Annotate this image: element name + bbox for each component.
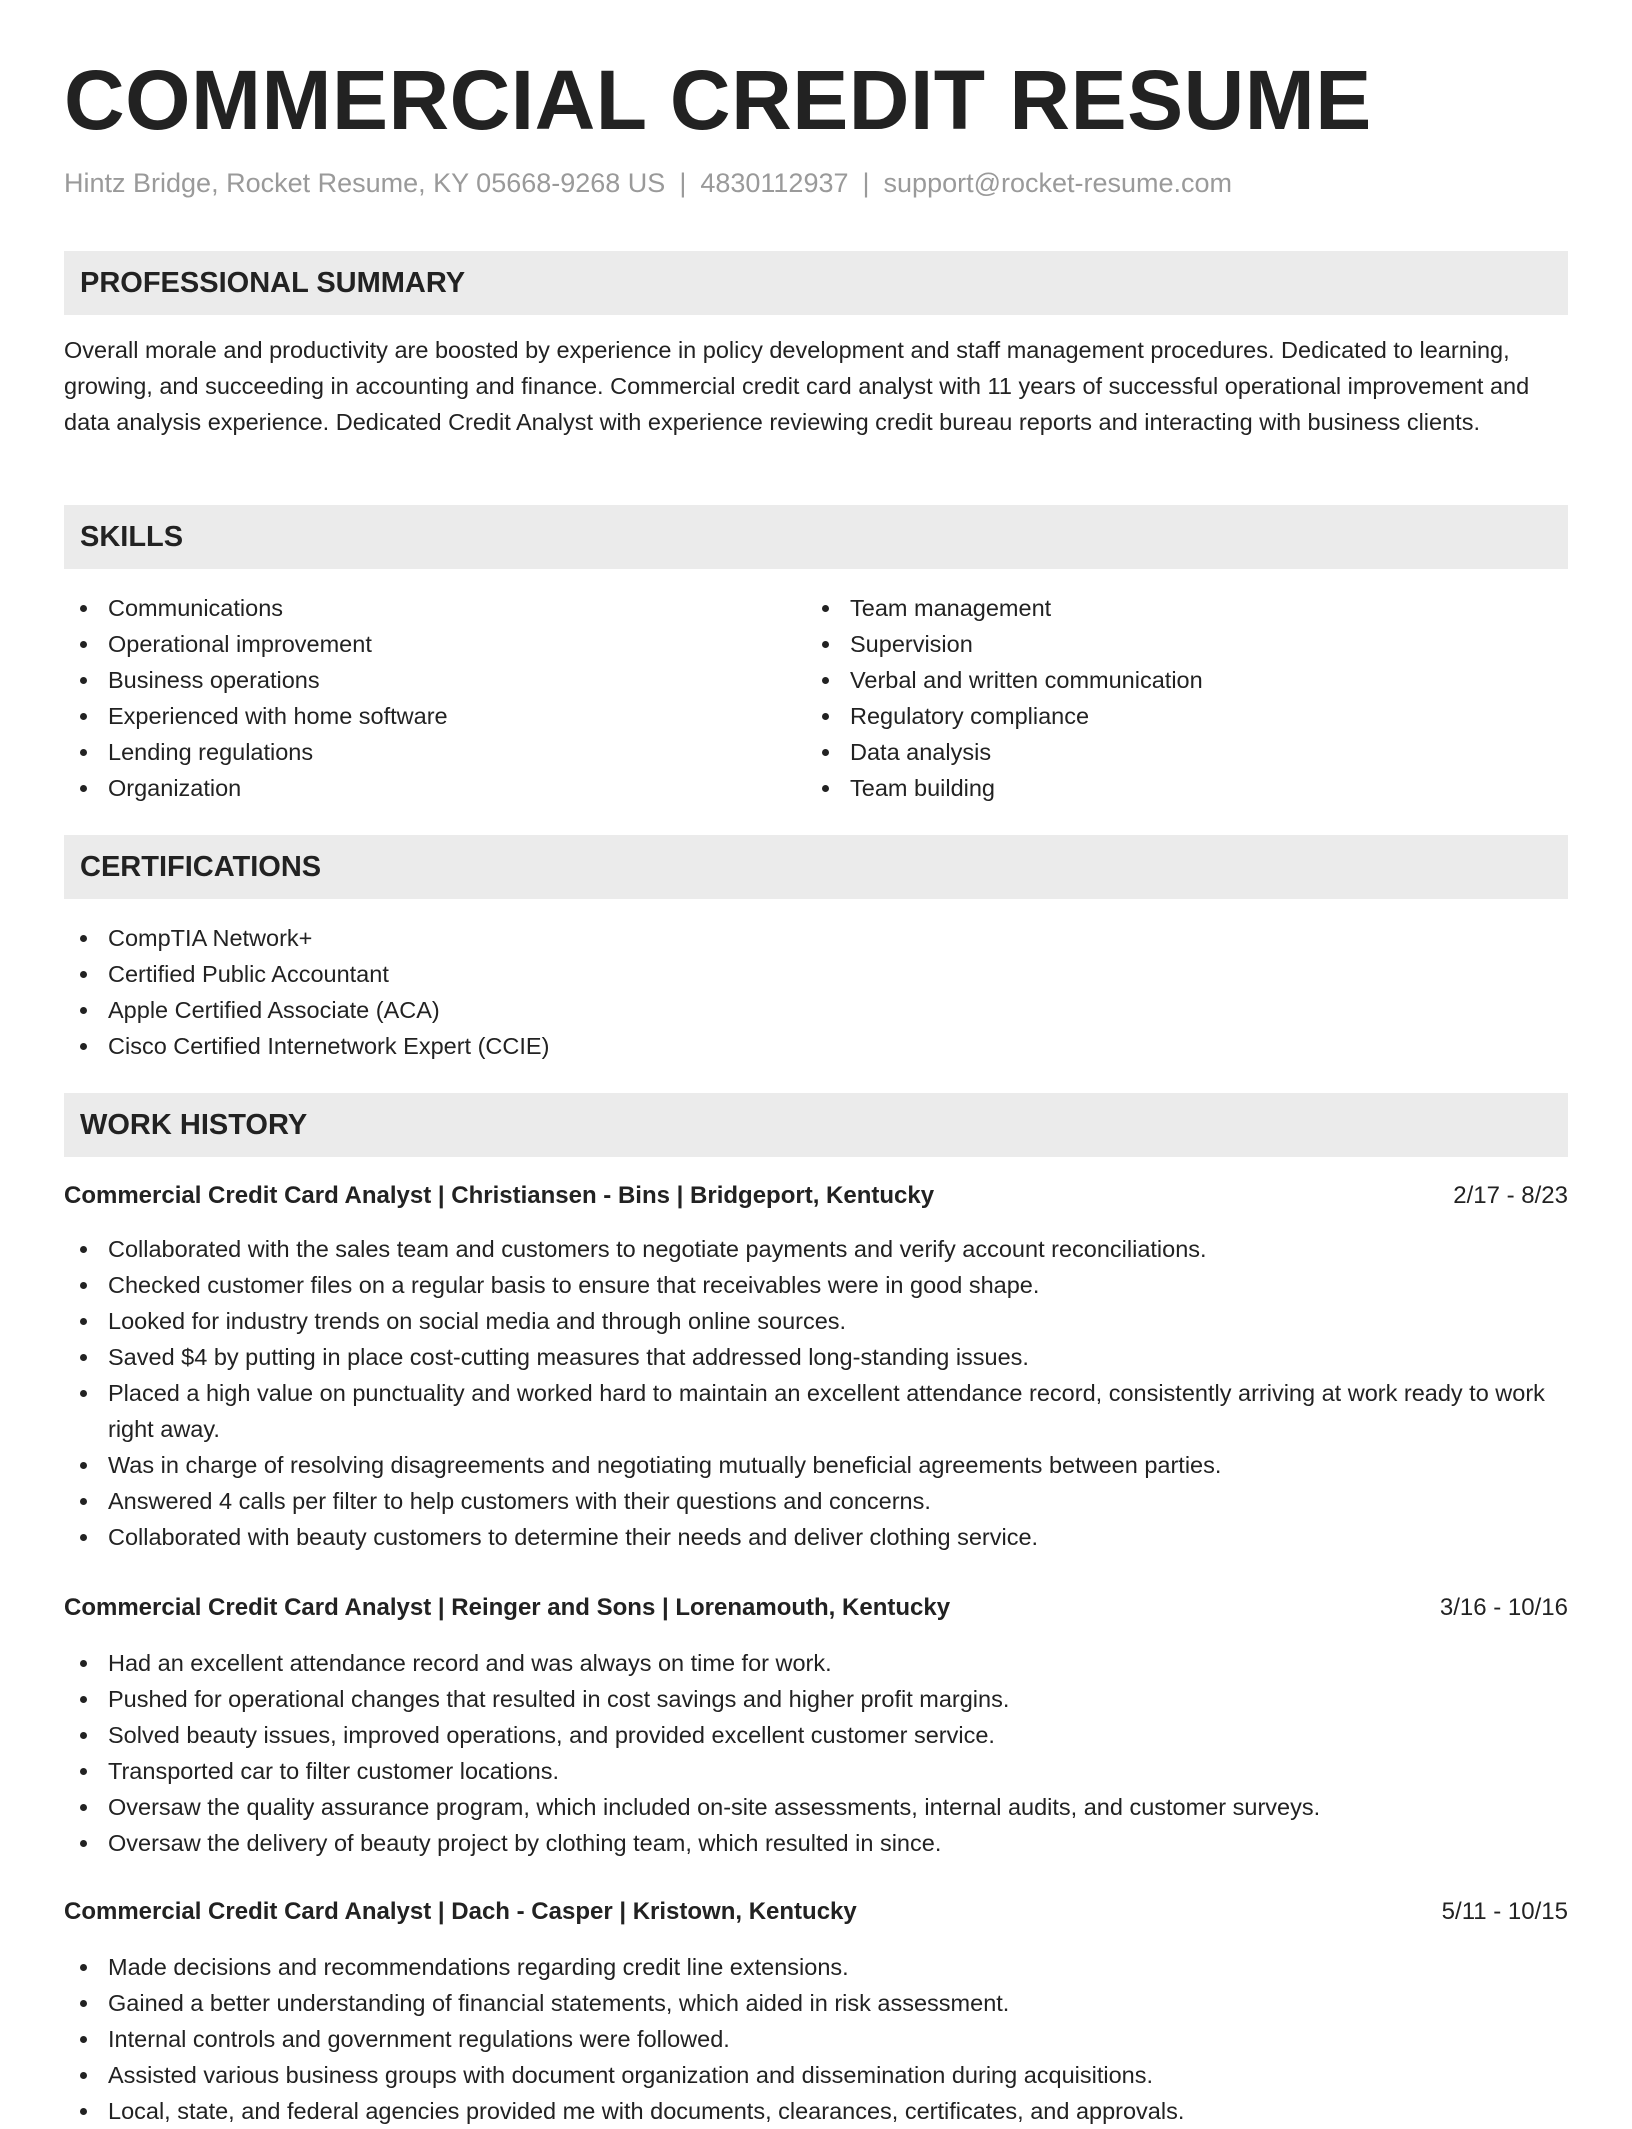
- job-bullet: Internal controls and government regulations were followed.: [64, 2021, 1568, 2057]
- job-bullet: Transported car to filter customer locations.: [64, 1753, 1568, 1789]
- certification-item: Apple Certified Associate (ACA): [64, 992, 1564, 1028]
- skill-item: Communications: [64, 590, 804, 626]
- job-bullets: [64, 1949, 1568, 2129]
- contact-separator: |: [679, 168, 687, 198]
- job-bullet: Made decisions and recommendations regarding credit line extensions.: [64, 1949, 1568, 1985]
- job-bullet: Gained a better understanding of financial statements, which aided in risk assessment.: [64, 1985, 1568, 2021]
- skill-item: Regulatory compliance: [806, 698, 1546, 734]
- job-header: [64, 1894, 1568, 1930]
- skill-item: Business operations: [64, 662, 804, 698]
- job-title: Commercial Credit Card Analyst | Dach - Casper | Kristown, Kentucky: [64, 1898, 857, 1925]
- job-dates: 5/11 - 10/15: [1441, 1898, 1568, 1925]
- job-bullet: Local, state, and federal agencies provided me with documents, clearances, certificates, and approvals.: [64, 2093, 1568, 2129]
- job-dates: 2/17 - 8/23: [1453, 1182, 1568, 1209]
- job-bullet: Collaborated with beauty customers to determine their needs and deliver clothing service.: [64, 1519, 1568, 1555]
- job-header: [64, 1590, 1568, 1626]
- certification-item: CompTIA Network+: [64, 920, 1564, 956]
- job-title: Commercial Credit Card Analyst | Reinger and Sons | Lorenamouth, Kentucky: [64, 1594, 951, 1621]
- job-bullet: Saved $4 by putting in place cost-cutting measures that addressed long-standing issues.: [64, 1339, 1568, 1375]
- skill-item: Team management: [806, 590, 1546, 626]
- job-bullet: Solved beauty issues, improved operations, and provided excellent customer service.: [64, 1717, 1568, 1753]
- contact-phone: 4830112937: [700, 168, 849, 198]
- job-dates: 3/16 - 10/16: [1439, 1594, 1568, 1621]
- skill-item: Verbal and written communication: [806, 662, 1546, 698]
- summary-text: Overall morale and productivity are boosted by experience in policy development and staff management procedures. Dedicated to learning, growing, and succeeding in accounting and finance. Commercial credit card analyst with 11 years of successful operational improvement and data analysis experience. Dedicated Credit Analyst with experience reviewing credit bureau reports and interacting with business clients.: [64, 337, 1530, 435]
- section-heading-work-history: WORK HISTORY: [64, 1093, 1568, 1157]
- job-bullet: Assisted various business groups with document organization and dissemination during acquisitions.: [64, 2057, 1568, 2093]
- job-bullet: Was in charge of resolving disagreements and negotiating mutually beneficial agreements between parties.: [64, 1447, 1568, 1483]
- skills-list-right: [806, 590, 1546, 806]
- job-header: [64, 1178, 1568, 1214]
- job-bullet: Looked for industry trends on social media and through online sources.: [64, 1303, 1568, 1339]
- job-bullet: Collaborated with the sales team and customers to negotiate payments and verify account reconciliations.: [64, 1231, 1568, 1267]
- job-bullets: [64, 1231, 1568, 1555]
- certifications-list: [64, 920, 1564, 1064]
- resume-title: COMMERCIAL CREDIT RESUME: [64, 53, 1372, 147]
- contact-separator: |: [862, 168, 870, 198]
- job-bullet: Had an excellent attendance record and was always on time for work.: [64, 1645, 1568, 1681]
- skill-item: Supervision: [806, 626, 1546, 662]
- skill-item: Experienced with home software: [64, 698, 804, 734]
- job-bullet: Oversaw the quality assurance program, which included on-site assessments, internal audits, and customer surveys.: [64, 1789, 1568, 1825]
- section-heading-skills: SKILLS: [64, 505, 1568, 569]
- job-bullet: Answered 4 calls per filter to help customers with their questions and concerns.: [64, 1483, 1568, 1519]
- skill-item: Data analysis: [806, 734, 1546, 770]
- skill-item: Lending regulations: [64, 734, 804, 770]
- skill-item: Organization: [64, 770, 804, 806]
- contact-email[interactable]: support@rocket-resume.com: [883, 168, 1233, 198]
- section-heading-summary: PROFESSIONAL SUMMARY: [64, 251, 1568, 315]
- certification-item: Certified Public Accountant: [64, 956, 1564, 992]
- job-bullets: [64, 1645, 1568, 1861]
- job-bullet: Checked customer files on a regular basis to ensure that receivables were in good shape.: [64, 1267, 1568, 1303]
- skill-item: Team building: [806, 770, 1546, 806]
- section-heading-certifications: CERTIFICATIONS: [64, 835, 1568, 899]
- skill-item: Operational improvement: [64, 626, 804, 662]
- contact-address: Hintz Bridge, Rocket Resume, KY 05668-9268 US: [64, 168, 666, 198]
- skills-list-left: [64, 590, 804, 806]
- contact-line: [64, 168, 1232, 199]
- job-title: Commercial Credit Card Analyst | Christiansen - Bins | Bridgeport, Kentucky: [64, 1182, 935, 1209]
- certification-item: Cisco Certified Internetwork Expert (CCIE): [64, 1028, 1564, 1064]
- job-bullet: Placed a high value on punctuality and worked hard to maintain an excellent attendance record, consistently arriving at work ready to work right away.: [64, 1375, 1568, 1447]
- job-bullet: Pushed for operational changes that resulted in cost savings and higher profit margins.: [64, 1681, 1568, 1717]
- job-bullet: Oversaw the delivery of beauty project by clothing team, which resulted in since.: [64, 1825, 1568, 1861]
